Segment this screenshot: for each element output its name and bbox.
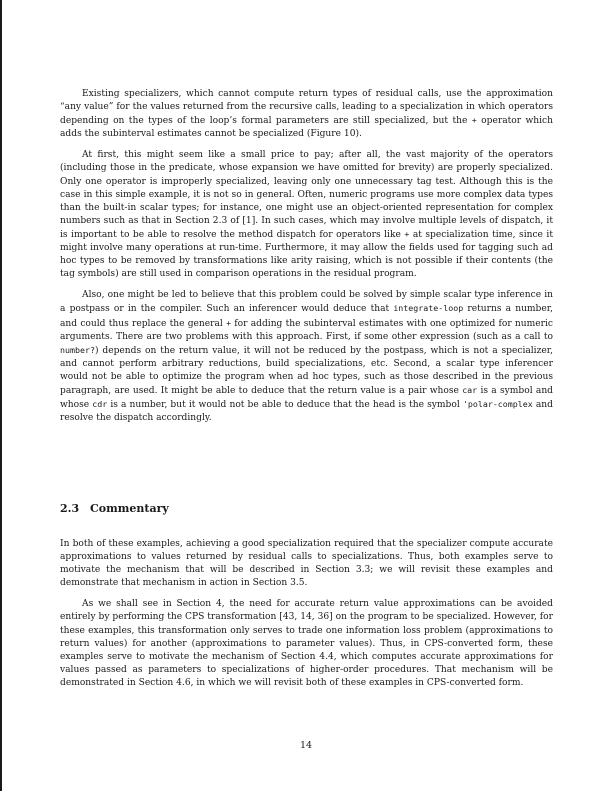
code-number-predicate: number? — [60, 344, 95, 355]
code-plus-operator: + — [471, 115, 477, 126]
page-left-edge-rule — [0, 0, 2, 791]
text-run: At first, this might seem like a small price to pay; after all, the vast majority of the operators (including those in the predicate, whose expansion we have omitted for brevity) are properly specialized. Only one operator is improperly specialized, leaving only one unnecessary tag test. Although this is the case in this simple example, it is not so in general. Often, numeric programs use more complex data types than the built-in scalar types; for instance, one might use an object-oriented representation for complex numbers such as that in Section 2.3 of [1]. In such cases, which may involve multiple levels of dispatch, it is important to be able to resolve the method dispatch for operators like — [60, 150, 553, 240]
paragraph-both-examples: In both of these examples, achieving a good specialization required that the specializer compute accurate approximations to values returned by residual calls to specializations. Thus, both examples serve to motivate the mechanism that will be described in Section 3.3; we will revisit these examples and demonstrate that mechanism in action in Section 3.5. — [60, 539, 553, 589]
code-cdr: cdr — [92, 399, 108, 410]
section-title: Commentary — [90, 502, 169, 515]
text-run: and resolve the dispatch accordingly. — [60, 400, 553, 424]
text-run: Existing specializers, which cannot compute return types of residual calls, use the approximation “any value” for the values returned from the recursive calls, leading to a specialization in which operators depending on the types of the loop’s formal parameters are still specialized, but the — [60, 89, 553, 127]
code-plus-operator: + — [226, 317, 232, 328]
code-integrate-loop: integrate-loop — [393, 303, 464, 314]
code-plus-operator: + — [404, 228, 410, 239]
text-run: operator which adds the subinterval estimates cannot be specialized (Figure 10). — [60, 116, 554, 140]
section-number: 2.3 — [60, 502, 80, 515]
paragraph-existing-specializers — [60, 88, 553, 141]
text-run: at specialization time, since it might involve many operations at run-time. Furthermore, it may allow the fields used for tagging such ad hoc types to be removed by transformations like arity raising, which is not possible if their contents (the tag symbols) are still used in comparison operations in the residual program. — [60, 229, 553, 280]
text-run: returns a number, and could thus replace the general — [60, 304, 553, 329]
text-run: is a symbol and whose — [60, 385, 554, 411]
text-run: ) depends on the return value, it will not be reduced by the postpass, which is not a specializer, and cannot perform arbitrary reductions, build specializations, etc. Second, a scalar type inferencer would not be able to optimize the program when ad hoc types, such as those described in the previous paragraph, are used. It might be able to deduce that the return value is a pair whose — [60, 345, 553, 396]
code-car: car — [462, 384, 478, 395]
section-heading — [60, 502, 553, 515]
text-run: is a number, but it would not be able to deduce that the head is the symbol — [107, 400, 463, 411]
code-polar-complex: 'polar-complex — [462, 399, 533, 410]
paragraph-small-price — [60, 149, 553, 281]
paragraph-scalar-type-inference — [60, 289, 553, 425]
upper-text-block — [60, 88, 553, 433]
text-run: Also, one might be led to believe that this problem could be solved by simple scalar type inference in a postpass or in the compiler. Such an inferencer would deduce that — [60, 290, 553, 315]
page-number: 14 — [299, 740, 313, 751]
paragraph-cps-transformation: As we shall see in Section 4, the need for accurate return value approximations can be avoided entirely by performing the CPS transformation [43, 14, 36] on the program to be specialized. However, for these examples, this transformation only serves to trade one information loss problem (approximations to return values) for another (approximations to parameter values). Thus, in CPS-converted form, these examples serve to motivate the mechanism of Section 4.4, which computes accurate approximations for values passed as parameters to specializations of higher-order procedures. That mechanism will be demonstrated in Section 4.6, in which we will revisit both of these examples in CPS-converted form. — [60, 599, 553, 688]
commentary-text-block — [60, 538, 553, 698]
text-run: for adding the subinterval estimates with one optimized for numeric arguments. There are two problems with this approach. First, if some other expression (such as a call to — [60, 318, 554, 342]
